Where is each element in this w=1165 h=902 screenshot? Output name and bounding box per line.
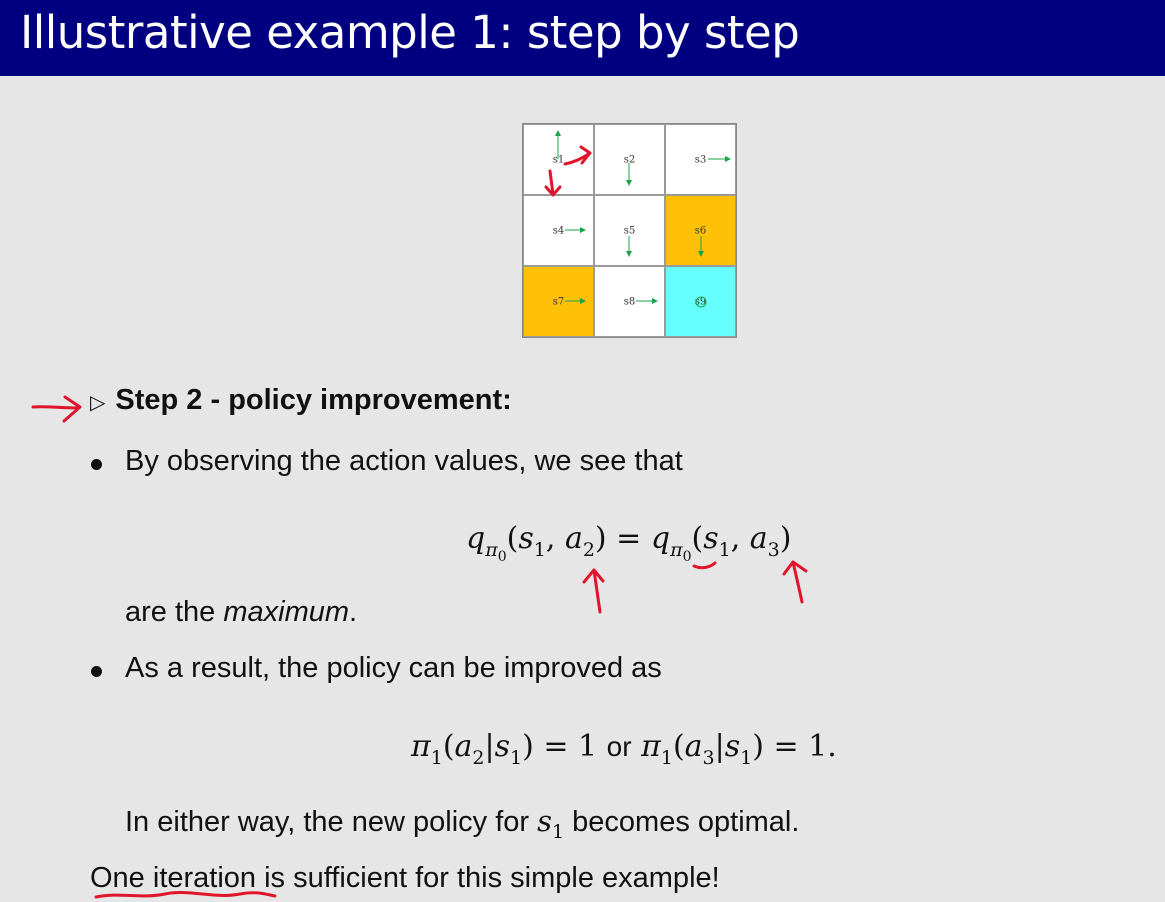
conclusion-post: becomes optimal. [572, 806, 800, 838]
bullet-2-conclusion: In either way, the new policy for $s_1$ becomes optimal. [125, 804, 800, 843]
cell-label: s4 [552, 225, 565, 236]
final-line [90, 862, 720, 895]
bullet-dot [91, 666, 102, 677]
cell-label: s2 [623, 154, 636, 165]
one-iteration-text: One iteration [90, 862, 257, 894]
grid-cell-s9 [665, 266, 736, 337]
step-heading [90, 384, 512, 417]
grid-cell-s6 [665, 195, 736, 266]
grid-cell-s3 [665, 124, 736, 195]
final-line-rest: is sufficient for this simple example! [256, 862, 720, 894]
bullet-1-after [125, 596, 357, 629]
equation-q-values: $q_{\pi_0}(s_1$, $a_2) = q_{\pi_0}(s_1$, $a_3$) [466, 521, 792, 565]
grid-cell-s4 [523, 195, 594, 266]
grid-cell-s8 [594, 266, 665, 337]
grid-world [522, 123, 737, 338]
cell-label: s9 [694, 296, 707, 307]
cell-label: s1 [552, 154, 565, 165]
or-word: or [606, 731, 632, 762]
b1-after-end: . [349, 596, 358, 628]
annotation-up-arrow-a3 [784, 562, 806, 602]
grid-cell-s5 [594, 195, 665, 266]
step-title: Step 2 - policy improvement: [115, 384, 512, 416]
cell-label: s5 [623, 225, 636, 236]
grid-cell-s7 [523, 266, 594, 337]
annotation-arrow-to-step [33, 397, 80, 421]
cell-label: s8 [623, 296, 636, 307]
grid-cell-s2 [594, 124, 665, 195]
triangle-bullet-icon: ▷ [90, 392, 106, 414]
title-bar [0, 0, 1165, 76]
bullet-1-text: By observing the action values, we see that [125, 445, 683, 477]
cell-label: s6 [694, 225, 707, 236]
bullet-dot [91, 459, 102, 470]
slide-title: Illustrative example 1: step by step [20, 6, 800, 59]
annotation-up-arrow-a2 [584, 570, 603, 612]
grid-cell-s1 [523, 124, 594, 195]
cell-label: s3 [694, 154, 707, 165]
conclusion-pre: In either way, the new policy for [125, 806, 530, 838]
b1-italic-word: maximum [223, 596, 350, 628]
cell-label: s7 [552, 296, 565, 307]
b1-after-text: are the [125, 596, 216, 628]
equation-policy: $\pi_1(a_2|s_1) = 1$ or $\pi_1(a_3|s_1) = 1$. [411, 729, 837, 769]
bullet-2-text: As a result, the policy can be improved as [125, 652, 662, 684]
